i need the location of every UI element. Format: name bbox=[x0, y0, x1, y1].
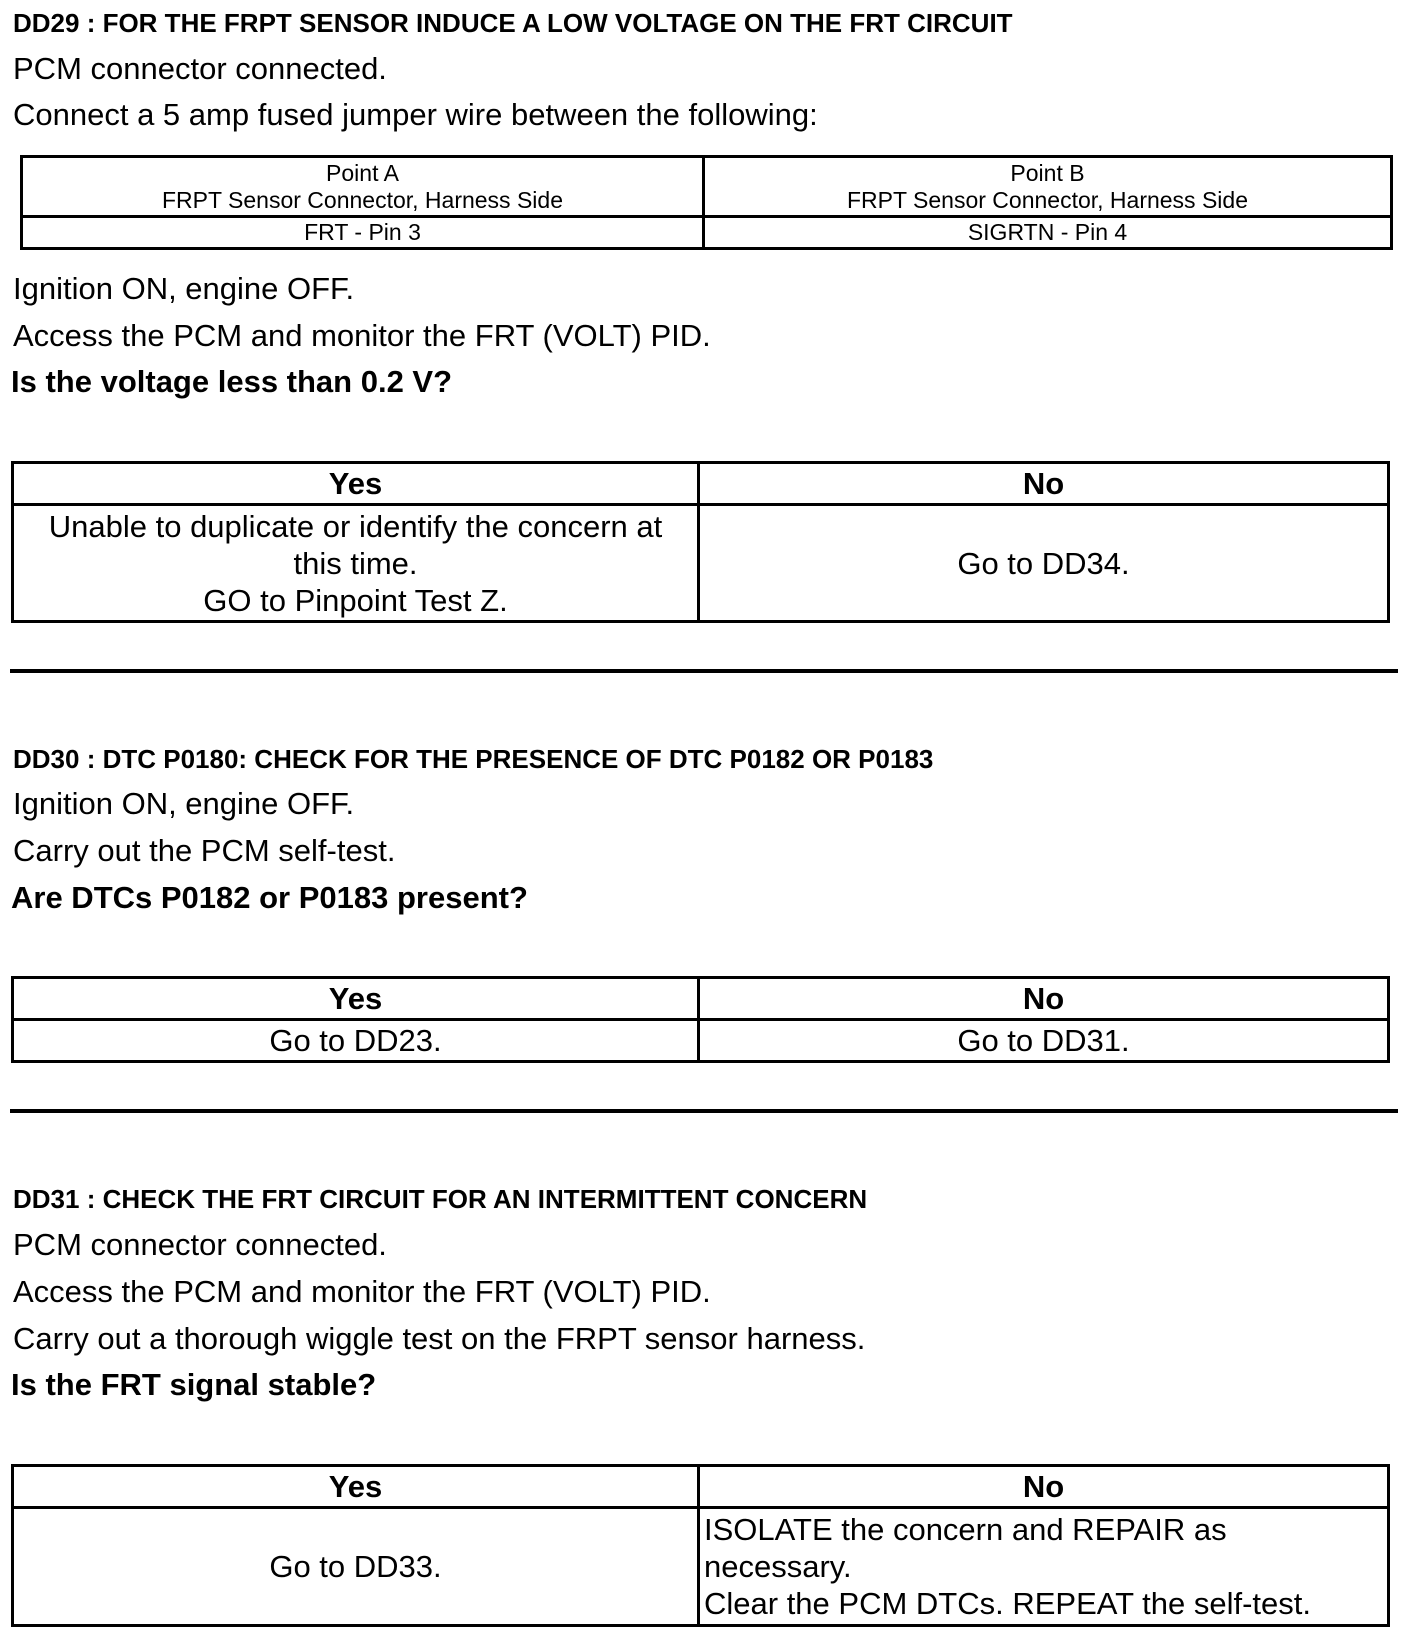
dd31-decision-table bbox=[11, 1464, 1390, 1627]
point-a-subtitle: FRPT Sensor Connector, Harness Side bbox=[162, 186, 563, 213]
point-a-header-cell bbox=[22, 157, 704, 217]
dd30-yes-header: Yes bbox=[13, 978, 699, 1020]
dd29-step-2: Connect a 5 amp fused jumper wire between the following: bbox=[13, 97, 818, 132]
point-a-pin: FRT - Pin 3 bbox=[22, 217, 704, 249]
dd30-step-2: Carry out the PCM self-test. bbox=[13, 833, 396, 868]
dd29-yes-line-1: Unable to duplicate or identify the concern at bbox=[48, 508, 663, 544]
dd29-yes-header: Yes bbox=[13, 463, 699, 505]
point-b-header-cell bbox=[704, 157, 1392, 217]
dd29-connection-table bbox=[20, 155, 1393, 250]
dd31-yes-cell: Go to DD33. bbox=[13, 1508, 699, 1626]
dd29-yes-line-3: GO to Pinpoint Test Z. bbox=[203, 582, 508, 618]
dd30-yes-cell: Go to DD23. bbox=[13, 1020, 699, 1062]
dd31-step-2: Access the PCM and monitor the FRT (VOLT) PID. bbox=[13, 1274, 711, 1309]
dd29-yes-line-2: this time. bbox=[293, 545, 418, 581]
dd31-yes-header: Yes bbox=[13, 1466, 699, 1508]
dd30-question: Are DTCs P0182 or P0183 present? bbox=[11, 880, 528, 915]
section-divider-1 bbox=[10, 669, 1398, 673]
point-a-title: Point A bbox=[326, 159, 399, 186]
point-b-subtitle: FRPT Sensor Connector, Harness Side bbox=[847, 186, 1248, 213]
dd29-step-3: Ignition ON, engine OFF. bbox=[13, 271, 355, 306]
dd30-step-1: Ignition ON, engine OFF. bbox=[13, 786, 355, 821]
dd29-step-4: Access the PCM and monitor the FRT (VOLT) PID. bbox=[13, 318, 711, 353]
dd29-question: Is the voltage less than 0.2 V? bbox=[11, 364, 453, 399]
dd31-step-1: PCM connector connected. bbox=[13, 1227, 387, 1262]
point-b-pin: SIGRTN - Pin 4 bbox=[704, 217, 1392, 249]
dd31-no-cell bbox=[699, 1508, 1389, 1626]
dd31-step-3: Carry out a thorough wiggle test on the FRPT sensor harness. bbox=[13, 1321, 866, 1356]
dd30-no-header: No bbox=[699, 978, 1389, 1020]
dd29-no-header: No bbox=[699, 463, 1389, 505]
dd29-decision-table bbox=[11, 461, 1390, 623]
dd30-heading: DD30 : DTC P0180: CHECK FOR THE PRESENCE OF DTC P0182 OR P0183 bbox=[13, 744, 934, 774]
dd31-question: Is the FRT signal stable? bbox=[11, 1367, 377, 1402]
dd31-no-line-3: Clear the PCM DTCs. REPEAT the self-test. bbox=[704, 1586, 1311, 1621]
dd29-yes-cell bbox=[13, 505, 699, 622]
dd31-no-header: No bbox=[699, 1466, 1389, 1508]
dd31-no-line-2: necessary. bbox=[704, 1549, 852, 1584]
dd31-heading: DD31 : CHECK THE FRT CIRCUIT FOR AN INTERMITTENT CONCERN bbox=[13, 1184, 868, 1214]
dd29-heading: DD29 : FOR THE FRPT SENSOR INDUCE A LOW VOLTAGE ON THE FRT CIRCUIT bbox=[13, 8, 1013, 38]
point-b-title: Point B bbox=[1010, 159, 1085, 186]
dd29-no-cell: Go to DD34. bbox=[699, 505, 1389, 622]
section-divider-2 bbox=[10, 1109, 1398, 1113]
dd29-step-1: PCM connector connected. bbox=[13, 51, 387, 86]
dd30-no-cell: Go to DD31. bbox=[699, 1020, 1389, 1062]
dd30-decision-table bbox=[11, 976, 1390, 1063]
dd31-no-line-1: ISOLATE the concern and REPAIR as bbox=[704, 1512, 1227, 1547]
